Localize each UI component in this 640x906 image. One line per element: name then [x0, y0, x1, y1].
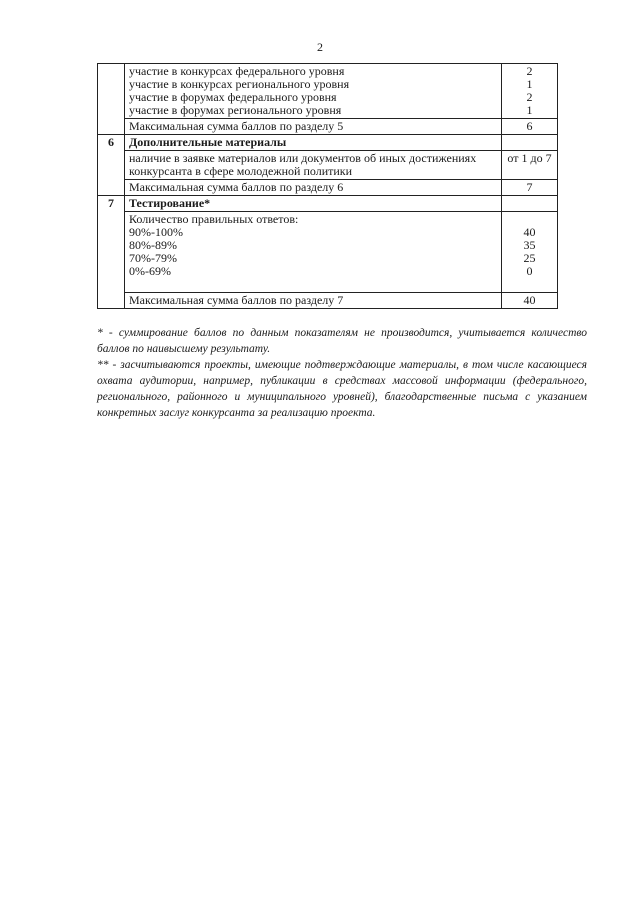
section7-items-cell: [125, 212, 502, 293]
section7-blank-line: [129, 278, 497, 291]
section7-max-row: [98, 293, 558, 309]
section7-item-label: 90%-100%: [129, 225, 183, 239]
section7-values-cell: [502, 212, 558, 293]
section6-max-label: Максимальная сумма баллов по разделу 6: [125, 180, 502, 196]
section5-item-label: участие в конкурсах федерального уровня: [129, 64, 345, 78]
section6-title-value-cell: [502, 135, 558, 151]
section6-title: Дополнительные материалы: [125, 135, 502, 151]
section7-number: 7: [98, 196, 125, 309]
section7-title-row: [98, 196, 558, 212]
section6-item-value: от 1 до 7: [502, 151, 558, 180]
section5-number-cell: [98, 64, 125, 135]
section7-subtitle: Количество правильных ответов:: [129, 212, 299, 226]
section5-item-value: 2: [526, 90, 533, 104]
section7-title: Тестирование*: [125, 196, 502, 212]
section7-item-label: 70%-79%: [129, 251, 177, 265]
section5-item-value: 1: [526, 103, 533, 117]
section6-max-row: [98, 180, 558, 196]
criteria-table: [97, 63, 558, 309]
section7-items-row: [98, 212, 558, 293]
section5-max-row: [98, 119, 558, 135]
section7-item-value: 35: [523, 238, 536, 252]
section5-item-label: участие в форумах федерального уровня: [129, 90, 337, 104]
section7-item-label: 0%-69%: [129, 264, 171, 278]
section7-max-value: 40: [502, 293, 558, 309]
section5-item-label: участие в форумах регионального уровня: [129, 103, 342, 117]
section6-item-label: наличие в заявке материалов или документов об иных достижениях конкурсанта в сфере молодежной политики: [129, 151, 477, 178]
section6-item-cell: [125, 151, 502, 180]
section7-max-label: Максимальная сумма баллов по разделу 7: [125, 293, 502, 309]
section5-max-value: 6: [502, 119, 558, 135]
footnote: * - суммирование баллов по данным показателям не производится, учитывается количество баллов по наивысшему результату.: [97, 327, 587, 355]
section6-item-row: [98, 151, 558, 180]
section7-item-value: 25: [523, 251, 536, 265]
section5-max-label: Максимальная сумма баллов по разделу 5: [125, 119, 502, 135]
section7-item-value: 40: [523, 225, 536, 239]
section6-number: 6: [98, 135, 125, 196]
section5-item-value: 2: [526, 64, 533, 78]
section7-item-value: 0: [526, 264, 533, 278]
section7-title-value-cell: [502, 196, 558, 212]
section6-max-value: 7: [502, 180, 558, 196]
section7-item-label: 80%-89%: [129, 238, 177, 252]
page-number: 2: [317, 40, 323, 54]
section5-items-row: [98, 64, 558, 119]
section5-item-label: участие в конкурсах регионального уровня: [129, 77, 350, 91]
section5-item-value: 1: [526, 77, 533, 91]
section5-values-cell: [502, 64, 558, 119]
section5-items-cell: [125, 64, 502, 119]
footnote: ** - засчитываются проекты, имеющие подтверждающие материалы, в том числе касающиеся охвата аудитории, например, публикации в средствах массовой информации (федерального, регионального, районного и муниципального уровней), благодарственные письма с указанием конкретных заслуг конкурсанта за реализацию проекта.: [97, 359, 587, 419]
footnotes: [97, 325, 587, 421]
section6-title-row: [98, 135, 558, 151]
